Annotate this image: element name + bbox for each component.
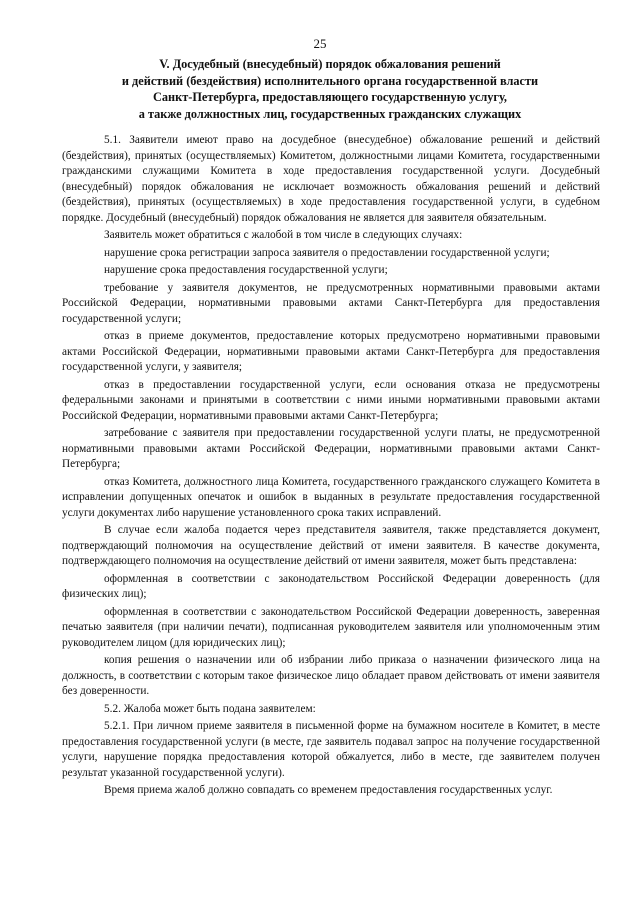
- paragraph: нарушение срока предоставления государственной услуги;: [104, 264, 388, 276]
- paragraph: оформленная в соответствии с законодательством Российской Федерации доверенность, заверенная печатью заявителя (при наличии печати), подписанная руководителем заявителя или уполномоченным этим руководителем лицом (для юридических лиц);: [62, 605, 600, 649]
- paragraph: 5.2. Жалоба может быть подана заявителем:: [104, 702, 316, 715]
- paragraph: оформленная в соответствии с законодательством Российской Федерации доверенность (для физических лиц);: [62, 572, 600, 600]
- paragraph: копия решения о назначении или об избрании либо приказа о назначении физического лица на должность, в соответствии с которым такое физическое лицо обладает правом действовать от имени заявителя без доверенности.: [62, 654, 600, 697]
- paragraph: требование у заявителя документов, не предусмотренных нормативными правовыми актами Российской Федерации, нормативными правовыми актами Санкт-Петербурга для предоставления государственной услуги;: [62, 281, 600, 325]
- paragraph: нарушение срока регистрации запроса заявителя о предоставлении государственной услуги;: [104, 246, 550, 259]
- page-number: 25: [313, 36, 327, 51]
- document-body: [62, 133, 600, 801]
- heading-line: а также должностных лиц, государственных гражданских служащих: [138, 106, 522, 121]
- paragraph: Заявитель может обратиться с жалобой в том числе в следующих случаях:: [104, 229, 463, 241]
- heading-line: Санкт-Петербурга, предоставляющего государственную услугу,: [153, 90, 507, 105]
- paragraph: отказ в предоставлении государственной услуги, если основания отказа не предусмотрены федеральными законами и принятыми в соответствии с ними иными нормативными правовыми актами Российской Федерации, нормативными правовыми актами Санкт-Петербурга;: [62, 378, 600, 422]
- heading-line: и действий (бездействия) исполнительного органа государственной власти: [121, 73, 539, 88]
- paragraph: затребование с заявителя при предоставлении государственной услуги платы, не предусмотренной нормативными правовыми актами Российской Федерации, нормативными правовыми актами Санкт-Петербурга;: [62, 427, 600, 470]
- paragraph: отказ Комитета, должностного лица Комитета, государственного гражданского служащего Комитета в исправлении допущенных опечаток и ошибок в выданных в результате предоставления государственной услуги документах либо нарушение установленного срока таких исправлений.: [62, 475, 600, 519]
- paragraph: В случае если жалоба подается через представителя заявителя, также представляется документ, подтверждающий полномочия на осуществление действий от имени заявителя. В качестве документа, подтверждающего полномочия на осуществление действий от имени заявителя, может быть представлена:: [62, 524, 600, 567]
- paragraph: Время приема жалоб должно совпадать со временем предоставления государственных услуг.: [104, 784, 553, 796]
- paragraph: 5.1. Заявители имеют право на досудебное (внесудебное) обжалование решений и действий (бездействия), принятых (осуществляемых) Комитетом, должностными лицами Комитета, государственными гражданскими служащими Комитета в ходе предоставления государственной услуги. Досудебный (внесудебный) порядок обжалования не исключает возможность обжалования решений и действий (бездействия), принятых (осуществляемых) в ходе предоставления государственной услуги, в судебном порядке. Досудебный (внесудебный) порядок обжалования не является для заявителя обязательным.: [62, 134, 600, 224]
- paragraph: 5.2.1. При личном приеме заявителя в письменной форме на бумажном носителе в Комитет, в месте предоставления государственной услуги (в месте, где заявитель подавал запрос на получение государственной услуги, нарушение порядка предоставления которой обжалуется, либо в месте, где заявителем получен результат указанной государственной услуги).: [62, 720, 600, 779]
- section-heading: [62, 56, 598, 122]
- heading-line: V. Досудебный (внесудебный) порядок обжалования решений: [159, 57, 501, 71]
- paragraph: отказ в приеме документов, предоставление которых предусмотрено нормативными правовыми актами Российской Федерации, нормативными правовыми актами Санкт-Петербурга для предоставления государственной услуги, у заявителя;: [62, 330, 600, 373]
